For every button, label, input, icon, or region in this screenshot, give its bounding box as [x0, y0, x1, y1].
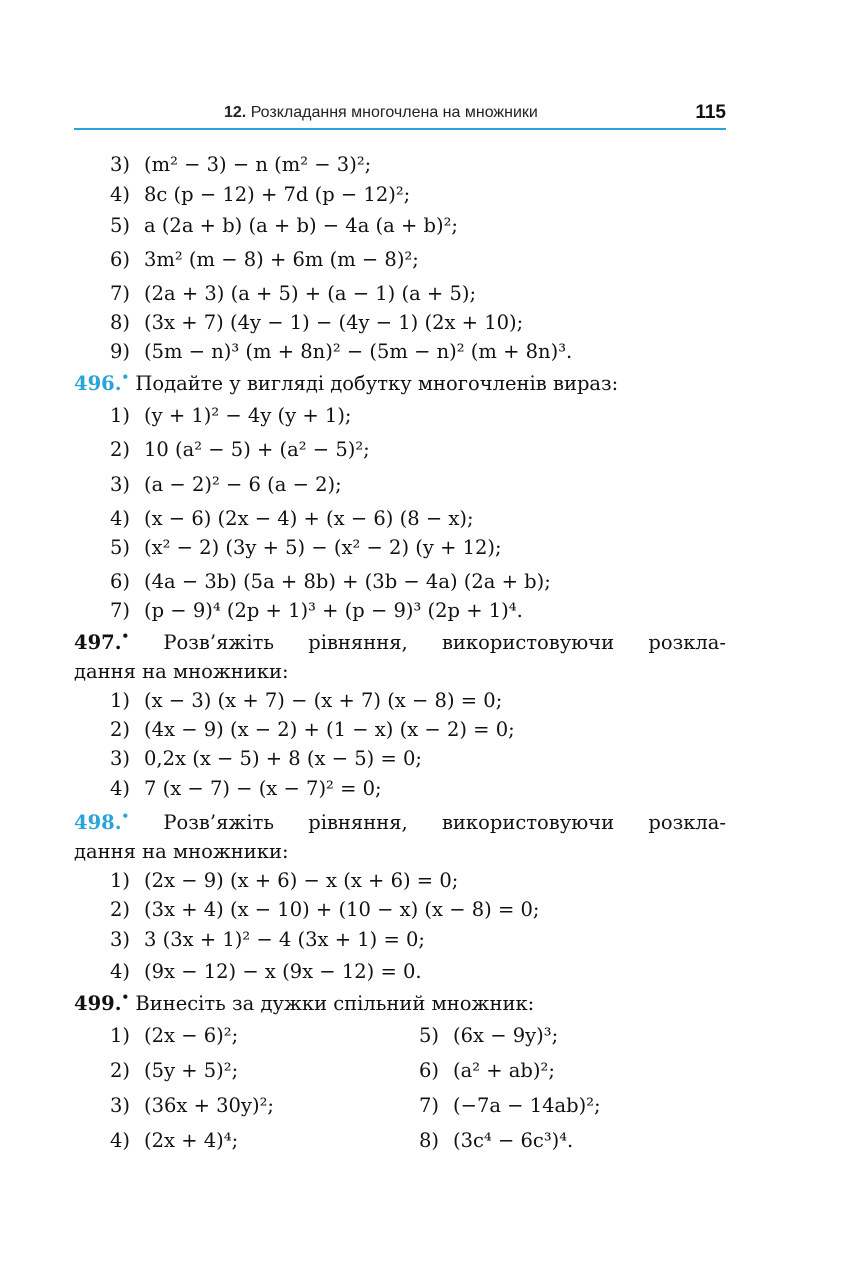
- list-item: 7) (p − 9)⁴ (2p + 1)³ + (p − 9)³ (2p + 1)⁴.: [110, 599, 523, 622]
- list-item: 7) (−7a − 14ab)²;: [419, 1094, 601, 1117]
- list-item: 8) (3c⁴ − 6c³)⁴.: [419, 1129, 574, 1152]
- page-header: [74, 96, 726, 130]
- list-item: 6) (a² + ab)²;: [419, 1059, 555, 1082]
- list-item: 3) 3 (3x + 1)² − 4 (3x + 1) = 0;: [110, 928, 425, 951]
- problem-text: Винесіть за дужки спільний множник:: [135, 992, 535, 1015]
- list-item: 5) (6x − 9y)³;: [419, 1024, 559, 1047]
- problem-499: [74, 992, 534, 1015]
- list-item: 2) (5y + 5)²;: [110, 1059, 239, 1082]
- problem-text: Подайте у вигляді добутку многочленів вираз:: [135, 372, 619, 395]
- problem-text-continued: дання на множники:: [74, 660, 289, 683]
- list-item: 3) (36x + 30y)²;: [110, 1094, 274, 1117]
- list-item: 1) (2x − 9) (x + 6) − x (x + 6) = 0;: [110, 869, 459, 892]
- problem-text: Розв’яжіть рівняння, використовуючи розкла-: [163, 811, 726, 834]
- list-item: 2) (3x + 4) (x − 10) + (10 − x) (x − 8) = 0;: [110, 898, 540, 921]
- problem-496: [74, 372, 618, 395]
- list-item: 3) 0,2x (x − 5) + 8 (x − 5) = 0;: [110, 747, 422, 770]
- section-title: [224, 104, 538, 122]
- section-title-text: Розкладання многочлена на множники: [250, 104, 538, 121]
- list-item: 5) (x² − 2) (3y + 5) − (x² − 2) (y + 12);: [110, 536, 502, 559]
- list-item: 8) (3x + 7) (4y − 1) − (4y − 1) (2x + 10);: [110, 311, 524, 334]
- list-item: 9) (5m − n)³ (m + 8n)² − (5m − n)² (m + 8n)³.: [110, 340, 573, 363]
- problem-497: [74, 631, 726, 654]
- page-number: 115: [695, 102, 726, 123]
- list-item: 3) (a − 2)² − 6 (a − 2);: [110, 473, 342, 496]
- list-item: 1) (y + 1)² − 4y (y + 1);: [110, 404, 352, 427]
- list-item: 7) (2a + 3) (a + 5) + (a − 1) (a + 5);: [110, 282, 477, 305]
- list-item: 4) (x − 6) (2x − 4) + (x − 6) (8 − x);: [110, 507, 474, 530]
- list-item: 4) 8c (p − 12) + 7d (p − 12)²;: [110, 183, 411, 206]
- list-item: 3) (m² − 3) − n (m² − 3)²;: [110, 153, 372, 176]
- section-number: 12.: [224, 104, 247, 121]
- list-item: 4) (9x − 12) − x (9x − 12) = 0.: [110, 960, 422, 983]
- list-item: 6) 3m² (m − 8) + 6m (m − 8)²;: [110, 248, 419, 271]
- list-item: 1) (2x − 6)²;: [110, 1024, 239, 1047]
- list-item: 4) (2x + 4)⁴;: [110, 1129, 239, 1152]
- problem-text: Розв’яжіть рівняння, використовуючи розкла-: [163, 631, 726, 654]
- problem-number: 498.•: [74, 809, 130, 834]
- list-item: 2) 10 (a² − 5) + (a² − 5)²;: [110, 438, 370, 461]
- problem-number: 499.•: [74, 990, 130, 1015]
- problem-number: 497.•: [74, 629, 130, 654]
- list-item: 6) (4a − 3b) (5a + 8b) + (3b − 4a) (2a + b);: [110, 570, 551, 593]
- list-item: 1) (x − 3) (x + 7) − (x + 7) (x − 8) = 0;: [110, 689, 503, 712]
- problem-498: [74, 811, 726, 834]
- list-item: 5) a (2a + b) (a + b) − 4a (a + b)²;: [110, 214, 458, 237]
- problem-text-continued: дання на множники:: [74, 840, 289, 863]
- list-item: 4) 7 (x − 7) − (x − 7)² = 0;: [110, 777, 382, 800]
- problem-number: 496.•: [74, 370, 130, 395]
- list-item: 2) (4x − 9) (x − 2) + (1 − x) (x − 2) = 0;: [110, 718, 515, 741]
